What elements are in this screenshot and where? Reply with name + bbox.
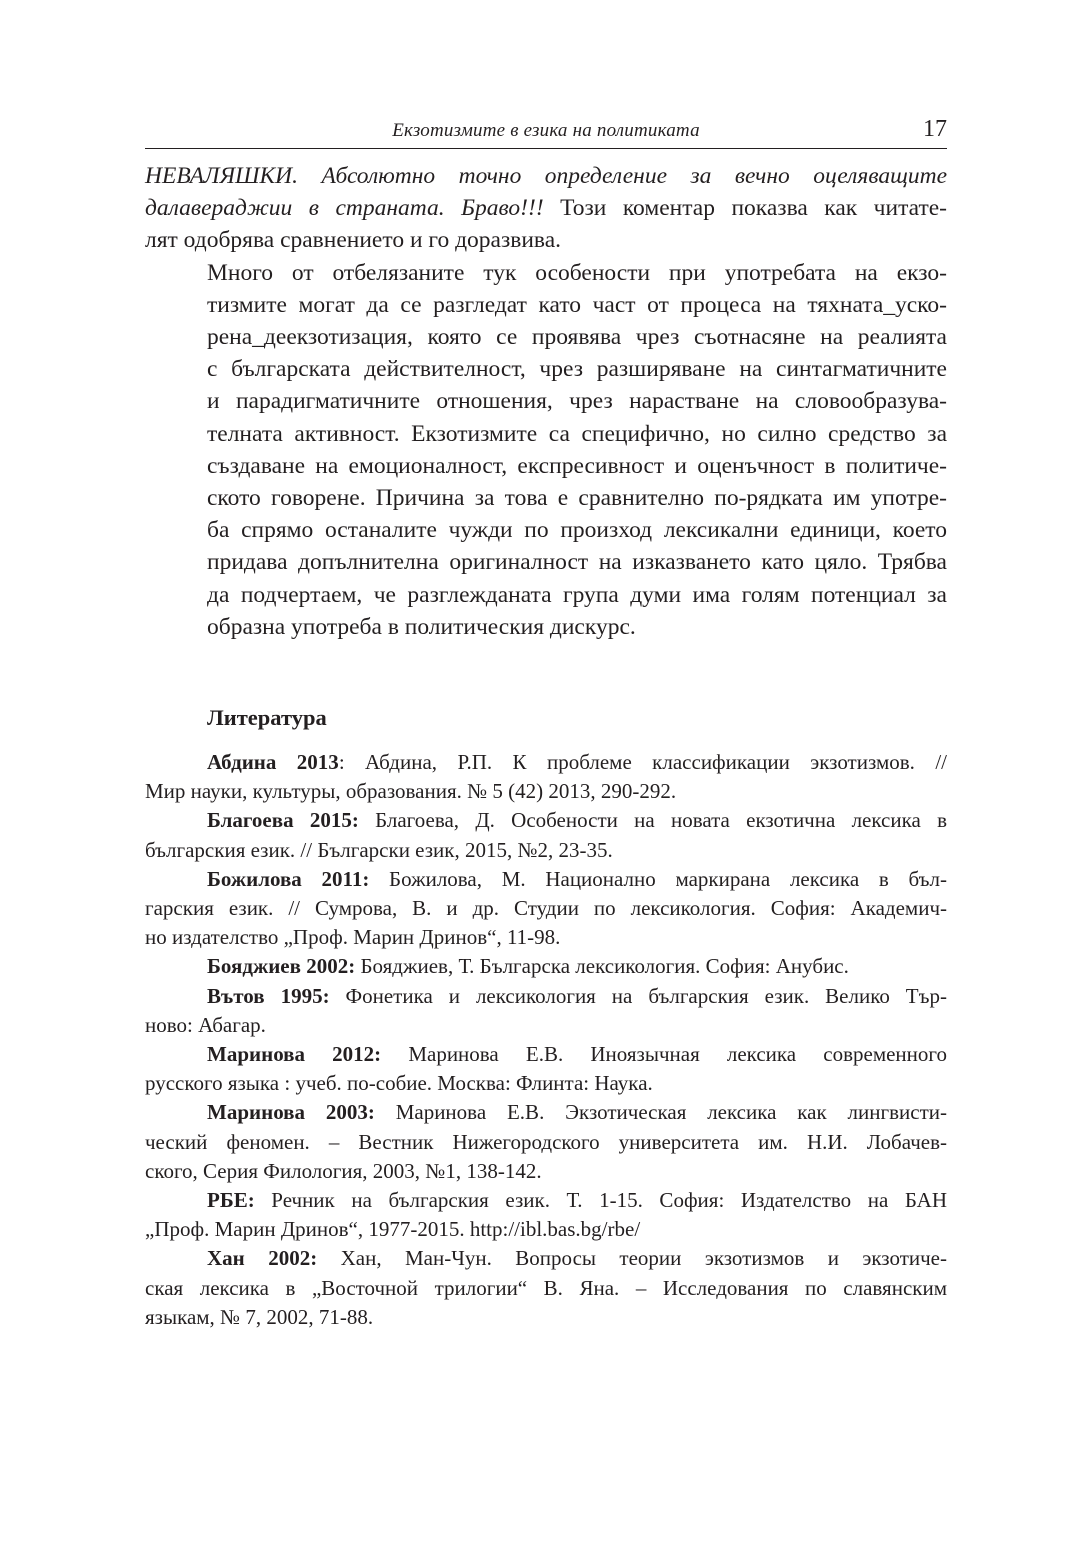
body-line: телната активност. Екзотизмите са специфично, но силно средство за xyxy=(207,420,947,447)
reference-key: РБЕ: xyxy=(207,1188,255,1213)
body-line: придава допълнителна оригиналност на изказването като цяло. Трябва xyxy=(207,549,947,576)
reference-key: Хан 2002: xyxy=(207,1246,318,1271)
reference-entry: Хан 2002: Хан, Ман-Чун. Вопросы теории экзотизмов и экзотиче- ская лексика в „Восточной трилогии“ В. Яна. – Исследования по славянским языкам, № 7, 2002, 71-88. xyxy=(145,1246,947,1329)
body-line: далавераджии в страната. Браво!!! Този коментар показва как читате- xyxy=(145,195,947,222)
reference-entry: Вътов 1995: Фонетика и лексикология на българския език. Велико Тър- ново: Абагар. xyxy=(145,983,947,1037)
body-line: рена_деекзотизация, която се проявява чрез съотнасяне на реалията xyxy=(207,324,947,351)
references-title: Литература xyxy=(207,705,327,730)
body-line: тизмите могат да се разгледат като част от процеса на тяхната_уско- xyxy=(207,291,947,318)
reference-entry: Маринова 2012: Маринова Е.В. Иноязычная лексика современного русского языка : учеб. по-собие. Москва: Флинта: Наука. xyxy=(145,1042,948,1096)
paragraph-2 xyxy=(145,257,947,643)
page-number: 17 xyxy=(923,116,947,142)
body-line xyxy=(145,160,947,192)
reference-key: Бояджиев 2002: xyxy=(207,954,356,979)
paragraph-1 xyxy=(145,160,947,257)
reference-entry: Благоева 2015: Благоева, Д. Особености на новата екзотична лексика в българския език. // Български език, 2015, №2, 23-35. xyxy=(145,808,947,862)
reference-entry: Маринова 2003: Маринова Е.В. Экзотическая лексика как лингвисти- ческий феномен. – Вестник Нижегородского университета им. Н.И. Лобачев- ского, Серия Филология, 2003, №1, 138-142. xyxy=(145,1100,947,1183)
body-line: и парадигматичните отношения, чрез нарастване на словообразува- xyxy=(207,388,947,415)
body-line: да подчертаем, че разглежданата група думи има голям потенциал за xyxy=(207,581,947,608)
reference-key: Божилова 2011: xyxy=(207,866,370,891)
body-text xyxy=(145,160,947,643)
running-title: Екзотизмите в езика на политиката xyxy=(392,120,700,141)
body-line: образна употреба в политическия дискурс. xyxy=(207,613,636,640)
body-line: лят одобрява сравнението и го доразвива. xyxy=(145,227,562,254)
reference-entry: Абдина 2013: Абдина, Р.П. К проблеме классификации экзотизмов. // Мир науки, культуры, образования. № 5 (42) 2013, 290-292. xyxy=(145,750,947,804)
reference-key: Вътов 1995: xyxy=(207,983,330,1008)
quoted-comment: далавераджии в страната. Браво!!! xyxy=(145,195,544,222)
reference-entry: Бояджиев 2002: Бояджиев, Т. Българска лексикология. София: Анубис. xyxy=(207,954,849,979)
running-header xyxy=(145,116,947,149)
body-line: с българската действителност, чрез разширяване на синтагматичните xyxy=(207,356,947,383)
body-line: ското говорене. Причина за това е сравнително по-рядката им употре- xyxy=(207,485,947,512)
body-line: създаване на емоционалност, експресивност и оценъчност в политиче- xyxy=(207,452,947,479)
reference-entry: Божилова 2011: Божилова, М. Национално маркирана лексика в бъл- гарския език. // Сумрова, В. и др. Студии по лексикология. София: Академич- но издателство „Проф. Марин Дринов“, 11-98. xyxy=(145,866,947,950)
reference-entry: РБЕ: Речник на българския език. Т. 1-15. София: Издателство на БАН „Проф. Марин Дринов“, 1977-2015. http://ibl.bas.bg/rbe/ xyxy=(145,1188,947,1242)
reference-key: Маринова 2003: xyxy=(207,1100,375,1125)
body-line: Много от отбелязаните тук особености при употребата на екзо- xyxy=(207,259,947,286)
reference-key: Маринова 2012: xyxy=(207,1042,382,1067)
body-line: ба спрямо останалите чужди по произход лексикални единици, което xyxy=(207,517,947,544)
reference-key: Благоева 2015: xyxy=(207,808,359,833)
quoted-comment: НЕВАЛЯШКИ. Абсолютно точно определение за вечно оцеляващите xyxy=(145,163,947,189)
references-list xyxy=(145,748,947,1332)
reference-key: Абдина 2013 xyxy=(207,750,339,774)
